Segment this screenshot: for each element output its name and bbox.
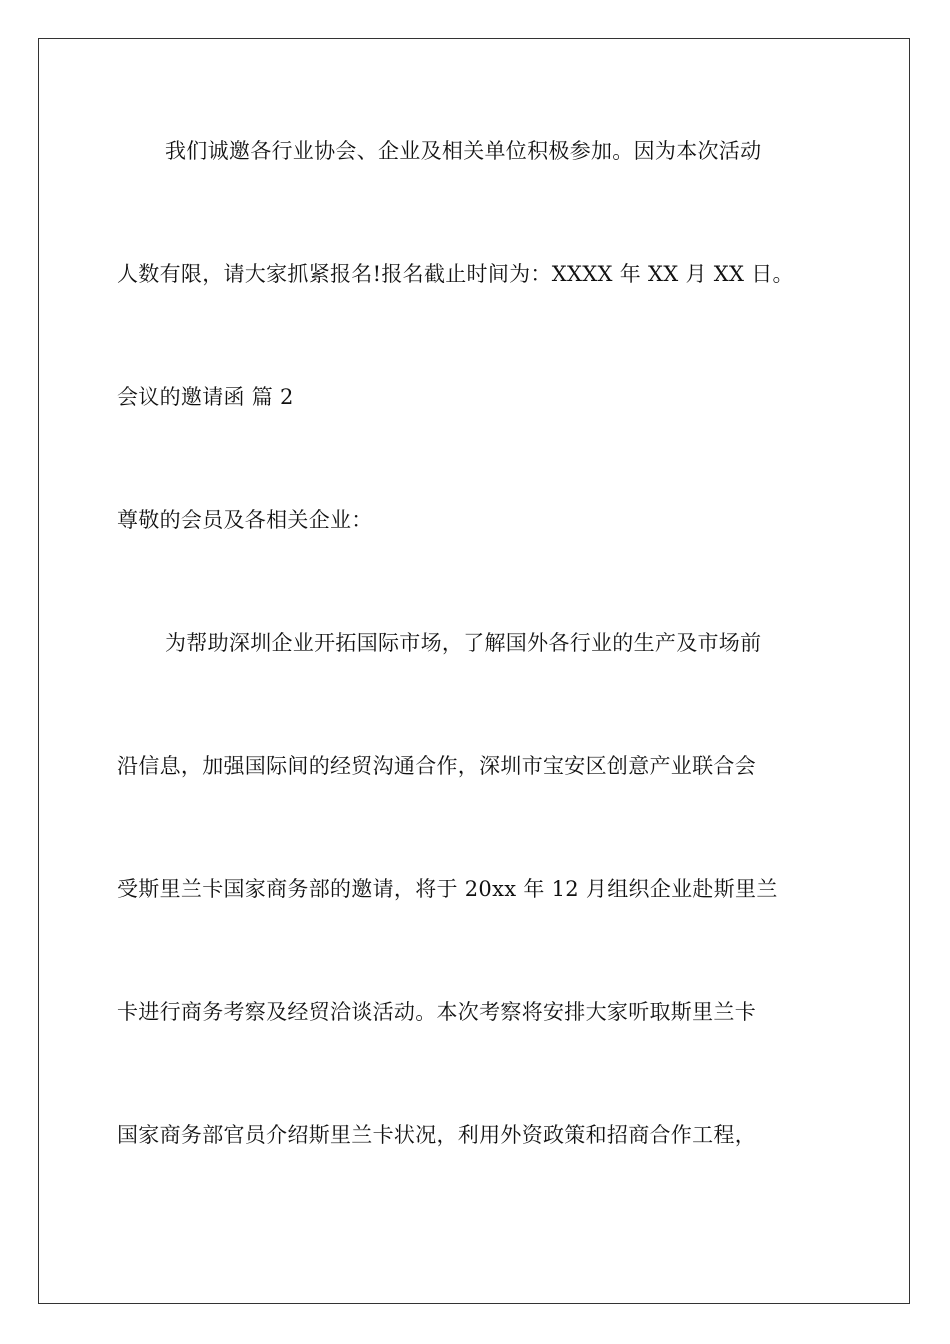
paragraph-line: 我们诚邀各行业协会、企业及相关单位积极参加。因为本次活动 bbox=[165, 139, 762, 163]
salutation: 尊敬的会员及各相关企业： bbox=[117, 508, 373, 532]
paragraph-line: 沿信息，加强国际间的经贸沟通合作，深圳市宝安区创意产业联合会 bbox=[117, 754, 756, 778]
paragraph-line: 为帮助深圳企业开拓国际市场，了解国外各行业的生产及市场前 bbox=[165, 631, 762, 655]
paragraph-line: 卡进行商务考察及经贸洽谈活动。本次考察将安排大家听取斯里兰卡 bbox=[117, 1000, 756, 1024]
paragraph-line: 国家商务部官员介绍斯里兰卡状况，利用外资政策和招商合作工程， bbox=[117, 1123, 756, 1147]
section-heading: 会议的邀请函 篇 2 bbox=[117, 385, 294, 409]
paragraph-line: 人数有限，请大家抓紧报名!报名截止时间为：XXXX 年 XX 月 XX 日。 bbox=[117, 262, 794, 286]
page-border bbox=[38, 38, 910, 1304]
paragraph-line: 受斯里兰卡国家商务部的邀请，将于 20xx 年 12 月组织企业赴斯里兰 bbox=[117, 877, 778, 901]
